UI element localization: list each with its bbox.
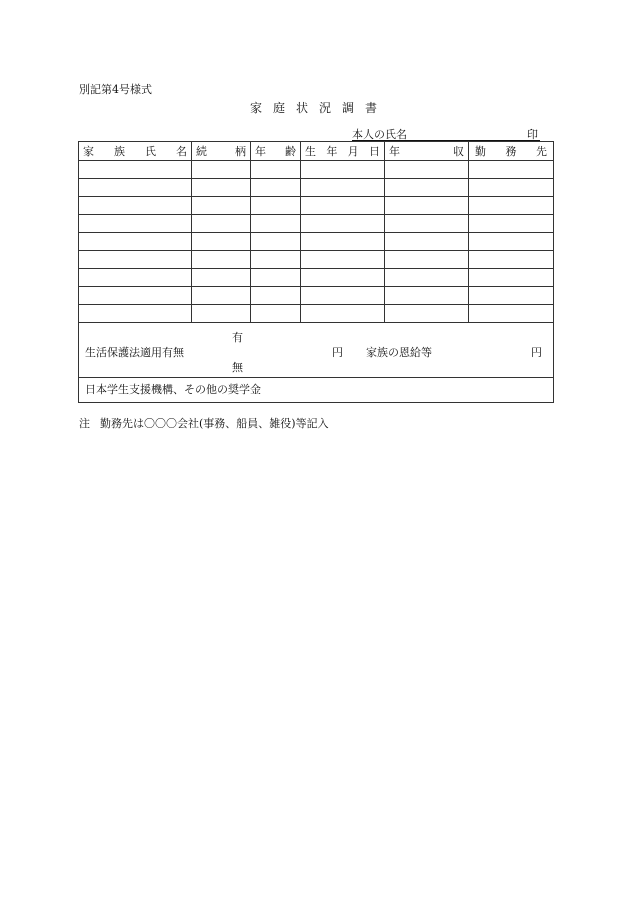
birth-date-cell[interactable] [301, 287, 385, 305]
workplace-cell[interactable] [469, 269, 554, 287]
family-allowance-yen-unit: 円 [531, 346, 542, 359]
welfare-option-no[interactable]: 無 [232, 361, 243, 374]
header-char: 名 [176, 144, 187, 158]
relation-cell[interactable] [192, 179, 251, 197]
header-char: 務 [505, 144, 517, 158]
birth-date-cell[interactable] [301, 251, 385, 269]
form-number: 別記第4号様式 [79, 83, 152, 96]
family-name-cell[interactable] [79, 215, 192, 233]
header-age [251, 142, 301, 161]
birth-date-cell[interactable] [301, 233, 385, 251]
age-cell[interactable] [251, 161, 301, 179]
table-row [79, 305, 554, 323]
table-row [79, 233, 554, 251]
age-cell[interactable] [251, 179, 301, 197]
header-char: 収 [453, 144, 464, 158]
relation-cell[interactable] [192, 287, 251, 305]
welfare-label: 生活保護法適用有無 [85, 346, 184, 359]
header-char: 年 [255, 144, 266, 158]
income-cell[interactable] [385, 197, 469, 215]
applicant-name-label: 本人の氏名 [352, 128, 407, 141]
footnote-text: 勤務先は〇〇〇会社(事務、船員、雑役)等記入 [100, 417, 329, 430]
table-header-row [79, 142, 554, 161]
relation-cell[interactable] [192, 233, 251, 251]
table-row [79, 179, 554, 197]
age-cell[interactable] [251, 305, 301, 323]
family-table [78, 141, 554, 403]
welfare-cell[interactable] [79, 323, 554, 378]
workplace-cell[interactable] [469, 161, 554, 179]
birth-date-cell[interactable] [301, 197, 385, 215]
header-workplace [469, 142, 554, 161]
workplace-cell[interactable] [469, 233, 554, 251]
table-row [79, 251, 554, 269]
age-cell[interactable] [251, 215, 301, 233]
income-cell[interactable] [385, 215, 469, 233]
header-birth-date [301, 142, 385, 161]
footnote-mark: 注 [79, 417, 90, 430]
birth-date-cell[interactable] [301, 269, 385, 287]
income-cell[interactable] [385, 233, 469, 251]
relation-cell[interactable] [192, 251, 251, 269]
age-cell[interactable] [251, 197, 301, 215]
relation-cell[interactable] [192, 305, 251, 323]
welfare-row [79, 323, 554, 378]
workplace-cell[interactable] [469, 179, 554, 197]
header-char: 齢 [285, 144, 296, 158]
family-name-cell[interactable] [79, 251, 192, 269]
table-row [79, 197, 554, 215]
relation-cell[interactable] [192, 161, 251, 179]
relation-cell[interactable] [192, 215, 251, 233]
family-name-cell[interactable] [79, 287, 192, 305]
table-row [79, 161, 554, 179]
header-char: 年 [389, 144, 400, 158]
document-title: 家庭状況調書 [250, 101, 389, 115]
header-char: 柄 [235, 144, 246, 158]
income-cell[interactable] [385, 251, 469, 269]
footnote [79, 415, 329, 431]
header-char: 日 [368, 144, 380, 158]
age-cell[interactable] [251, 287, 301, 305]
scholarship-row [79, 378, 554, 403]
table-row [79, 287, 554, 305]
relation-cell[interactable] [192, 269, 251, 287]
income-cell[interactable] [385, 269, 469, 287]
age-cell[interactable] [251, 269, 301, 287]
header-char: 続 [196, 144, 207, 158]
birth-date-cell[interactable] [301, 179, 385, 197]
header-char: 氏 [145, 144, 156, 158]
header-income [385, 142, 469, 161]
workplace-cell[interactable] [469, 287, 554, 305]
family-allowance-label: 家族の恩給等 [366, 346, 432, 359]
header-relation [192, 142, 251, 161]
header-char: 先 [536, 144, 547, 158]
birth-date-cell[interactable] [301, 215, 385, 233]
age-cell[interactable] [251, 233, 301, 251]
table-row [79, 215, 554, 233]
family-name-cell[interactable] [79, 197, 192, 215]
relation-cell[interactable] [192, 197, 251, 215]
header-char: 勤 [475, 144, 486, 158]
birth-date-cell[interactable] [301, 305, 385, 323]
family-name-cell[interactable] [79, 305, 192, 323]
workplace-cell[interactable] [469, 305, 554, 323]
header-char: 生 [305, 144, 316, 158]
welfare-yen-unit: 円 [332, 346, 343, 359]
header-char: 族 [114, 144, 125, 158]
age-cell[interactable] [251, 251, 301, 269]
seal-label: 印 [527, 128, 538, 141]
family-name-cell[interactable] [79, 161, 192, 179]
family-name-cell[interactable] [79, 269, 192, 287]
table-row [79, 269, 554, 287]
family-name-cell[interactable] [79, 233, 192, 251]
income-cell[interactable] [385, 161, 469, 179]
workplace-cell[interactable] [469, 215, 554, 233]
workplace-cell[interactable] [469, 197, 554, 215]
income-cell[interactable] [385, 287, 469, 305]
header-char: 月 [347, 144, 359, 158]
scholarship-cell[interactable]: 日本学生支援機構、その他の奨学金 [79, 378, 554, 403]
header-char: 家 [83, 144, 94, 158]
family-name-cell[interactable] [79, 179, 192, 197]
income-cell[interactable] [385, 305, 469, 323]
header-family-name [79, 142, 192, 161]
applicant-name-field[interactable] [352, 126, 540, 141]
income-cell[interactable] [385, 179, 469, 197]
workplace-cell[interactable] [469, 251, 554, 269]
birth-date-cell[interactable] [301, 161, 385, 179]
welfare-option-yes[interactable]: 有 [232, 331, 243, 344]
header-char: 年 [326, 144, 338, 158]
